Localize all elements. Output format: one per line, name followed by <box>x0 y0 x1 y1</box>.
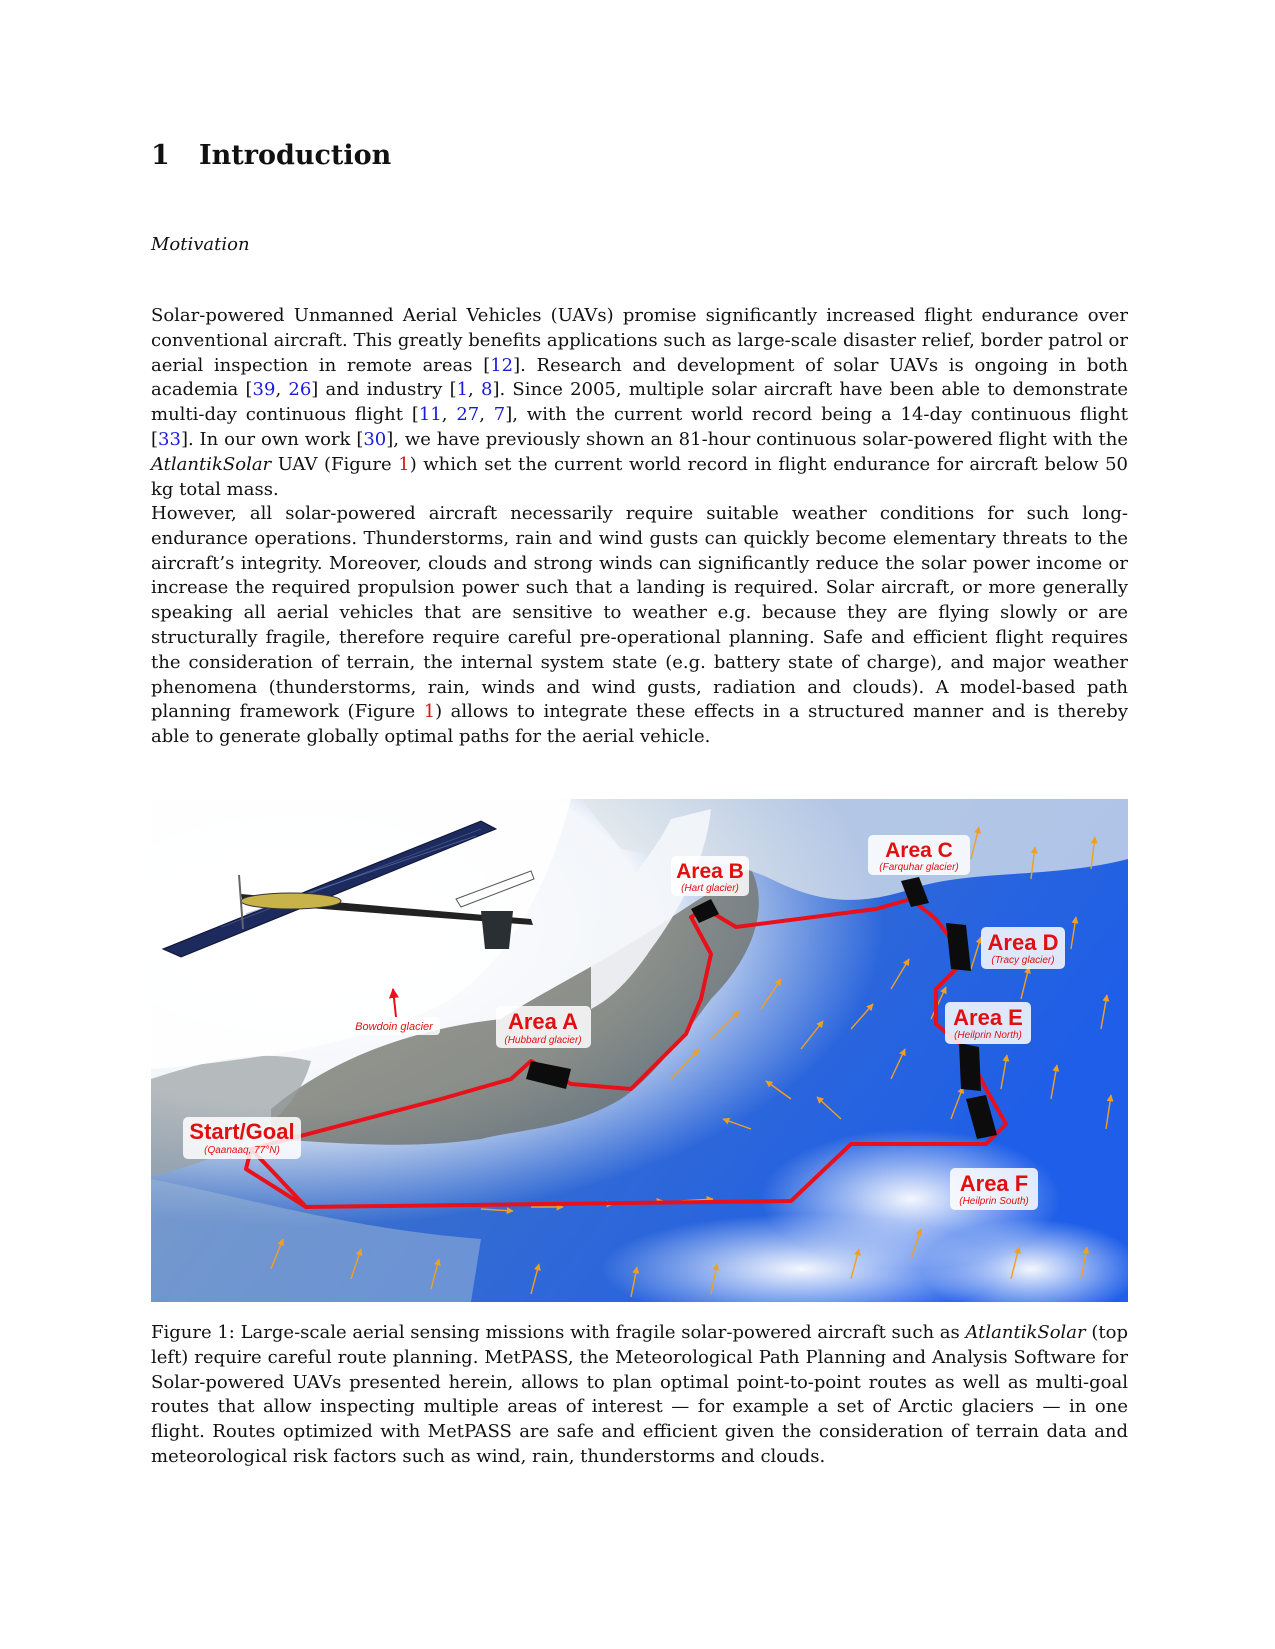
label-subtitle: (Qaanaaq, 77°N) <box>204 1145 280 1156</box>
label-title: Area F <box>959 1171 1029 1196</box>
label-bowdoin-glacier <box>348 1017 440 1035</box>
text-run: ) allows to integrate these effects in a structured manner and is thereby able to generate globally optimal paths for the aerial vehicle. <box>151 701 1128 748</box>
label-area-e <box>945 1002 1031 1044</box>
label-area-d <box>981 927 1065 969</box>
label-area-c <box>868 835 970 875</box>
text-run: and industry <box>318 379 450 401</box>
label-title: Area C <box>885 839 953 862</box>
figure-reference-link[interactable]: 1 <box>423 701 436 723</box>
aircraft-name: AtlantikSolar <box>965 1322 1086 1343</box>
citation-link[interactable]: 27 <box>456 404 480 426</box>
citation-link[interactable]: 30 <box>363 428 387 450</box>
section-number: 1 <box>151 140 170 171</box>
label-subtitle: (Hubbard glacier) <box>504 1035 582 1046</box>
label-subtitle: (Heilprin North) <box>954 1030 1022 1041</box>
label-area-b <box>671 856 749 896</box>
label-subtitle: (Farquhar glacier) <box>879 862 959 873</box>
label-title: Start/Goal <box>189 1119 295 1144</box>
text-run: However, all solar-powered aircraft necessarily require suitable weather conditions for such long-endurance operations. Thunderstorms, rain and wind gusts can quickly become elementary threats to the aircraft’s integrity. Moreover, clouds and strong winds can significantly reduce the solar power income or increase the required propulsion power such that a landing is required. Solar aircraft, or more generally speaking all aerial vehicles that are sensitive to weather e.g. because they are flying slowly or are structurally fragile, therefore require careful pre-operational planning. Safe and efficient flight requires the consideration of terrain, the internal system state (e.g. battery state of charge), and major weather phenomena (thunderstorms, rain, winds and wind gusts, radiation and clouds). A model-based path planning framework (Figure <box>151 503 1128 723</box>
text-run: . In our own work <box>187 428 357 450</box>
target-area-e <box>959 1043 981 1091</box>
citation-link[interactable]: 8 <box>481 379 493 401</box>
text-run: , with the current world record being a 14-day continuous flight <box>512 404 1129 426</box>
intro-paragraph-2 <box>151 502 1128 750</box>
figure-1-mission-map <box>151 799 1128 1302</box>
label-start-goal <box>183 1117 301 1159</box>
text-run: . Research and development of solar UAVs is ongoing in both academia <box>151 354 1128 401</box>
citation-link[interactable]: 12 <box>490 354 514 376</box>
text-run: ) which set the current world record in flight endurance for aircraft below 50 kg total mass. <box>151 453 1128 500</box>
label-title: Bowdoin glacier <box>355 1021 433 1033</box>
label-subtitle: (Tracy glacier) <box>991 955 1055 966</box>
section-heading <box>151 140 391 171</box>
aircraft-name: AtlantikSolar <box>151 453 272 475</box>
caption-text: (top left) require careful route planning. MetPASS, the Meteorological Path Planning and Analysis Software for Solar-powered UAVs presented herein, allows to plan optimal point-to-point routes as well as multi-goal routes that allow inspecting multiple areas of interest — for example a set of Arctic glaciers — in one flight. Routes optimized with MetPASS are safe and efficient given the consideration of terrain data and meteorological risk factors such as wind, rain, thunderstorms and clouds. <box>151 1322 1128 1467</box>
label-subtitle: (Heilprin South) <box>959 1196 1029 1207</box>
text-run: . Since 2005, multiple solar aircraft have been able to demonstrate multi-day continuous flight <box>151 379 1128 426</box>
section-title: Introduction <box>199 140 392 171</box>
citation-link[interactable]: 1 <box>456 379 469 401</box>
citation-link[interactable]: 26 <box>288 379 312 401</box>
label-subtitle: (Hart glacier) <box>681 883 739 894</box>
citation-link[interactable]: 11 <box>418 404 442 426</box>
citation-link[interactable]: 33 <box>158 428 181 450</box>
caption-text: Figure 1: Large-scale aerial sensing missions with fragile solar-powered aircraft such as <box>151 1322 966 1343</box>
text-run: , we have previously shown an 81-hour continuous solar-powered flight with the <box>393 428 1128 450</box>
text-run: Solar-powered Unmanned Aerial Vehicles (UAVs) promise significantly increased flight endurance over conventional aircraft. This greatly benefits applications such as large-scale disaster relief, border patrol or aerial inspection in remote areas <box>151 305 1128 376</box>
paragraph-heading-motivation: Motivation <box>151 234 250 255</box>
citation-link[interactable]: 7 <box>493 404 506 426</box>
label-title: Area E <box>953 1005 1023 1030</box>
label-area-a <box>496 1006 591 1048</box>
text-run: UAV (Figure <box>271 453 399 475</box>
figure-1-caption <box>151 1321 1128 1470</box>
citation-link[interactable]: 39 <box>252 379 276 401</box>
label-title: Area A <box>507 1009 579 1034</box>
intro-paragraph-1: Solar-powered Unmanned Aerial Vehicles (UAVs) promise significantly increased flight endurance over conventional aircraft. This greatly benefits applications such as large-scale disaster relief, border patrol or aerial inspection in remote areas [12]. Research and development of solar UAVs is ongoing in both academia [39, 26] and industry [1, 8]. Since 2005, multiple solar aircraft have been able to demonstrate multi-day continuous flight [11, 27, 7], with the current world record being a 14-day continuous flight [33]. In our own work [30], we have previously shown an 81-hour continuous solar-powered flight with the AtlantikSolar UAV (Figure 1) which set the current world record in flight endurance for aircraft below 50 kg total mass. <box>151 305 1129 500</box>
figure-reference-link[interactable]: 1 <box>398 453 410 475</box>
label-area-f <box>950 1168 1038 1210</box>
label-title: Area B <box>676 860 744 883</box>
label-title: Area D <box>987 930 1059 955</box>
